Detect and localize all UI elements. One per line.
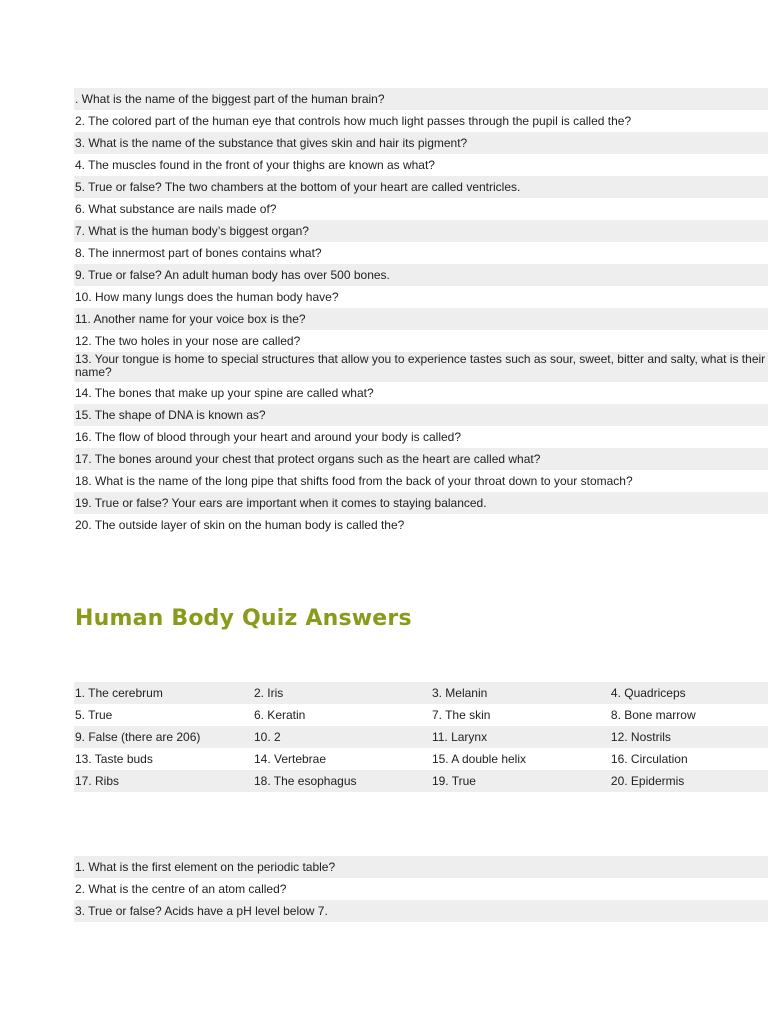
science-questions xyxy=(74,856,768,922)
question-row: 9. True or false? An adult human body has over 500 bones. xyxy=(74,264,768,286)
answers-row xyxy=(74,704,768,726)
question-row: 10. How many lungs does the human body have? xyxy=(75,290,339,304)
answer-cell: 10. 2 xyxy=(253,730,281,744)
answers-row xyxy=(74,748,768,770)
question-row: 19. True or false? Your ears are important when it comes to staying balanced. xyxy=(74,492,768,514)
question-row: 3. What is the name of the substance that gives skin and hair its pigment? xyxy=(74,132,768,154)
answer-cell: 1. The cerebrum xyxy=(75,686,163,700)
question-row: 11. Another name for your voice box is the? xyxy=(74,308,768,330)
answer-cell: 16. Circulation xyxy=(610,752,688,766)
answer-cell: 2. Iris xyxy=(253,686,284,700)
question-row: 7. What is the human body’s biggest organ? xyxy=(74,220,768,242)
human-body-questions xyxy=(74,88,768,536)
question-row: 8. The innermost part of bones contains what? xyxy=(75,246,322,260)
question-row: 1. What is the first element on the periodic table? xyxy=(74,856,768,878)
answers-heading: Human Body Quiz Answers xyxy=(75,606,412,631)
question-row: 20. The outside layer of skin on the human body is called the? xyxy=(75,518,405,532)
answers-row xyxy=(74,770,768,792)
question-row: 5. True or false? The two chambers at the bottom of your heart are called ventricles. xyxy=(74,176,768,198)
question-row: 2. The colored part of the human eye that controls how much light passes through the pupil is called the? xyxy=(75,114,632,128)
answer-cell: 5. True xyxy=(75,708,113,722)
question-row: 15. The shape of DNA is known as? xyxy=(74,404,768,426)
question-row: 12. The two holes in your nose are called? xyxy=(75,334,301,348)
answer-cell: 19. True xyxy=(431,774,476,788)
question-row: 14. The bones that make up your spine are called what? xyxy=(75,386,374,400)
answer-cell: 6. Keratin xyxy=(253,708,306,722)
question-row: . What is the name of the biggest part of the human brain? xyxy=(74,88,768,110)
answer-cell: 7. The skin xyxy=(431,708,491,722)
question-row: 2. What is the centre of an atom called? xyxy=(75,882,287,896)
answer-cell: 17. Ribs xyxy=(75,774,120,788)
answers-row xyxy=(74,682,768,704)
answer-cell: 13. Taste buds xyxy=(75,752,153,766)
question-row: 13. Your tongue is home to special structures that allow you to experience tastes such as sour, sweet, bitter and salty, what is their name? xyxy=(74,352,768,382)
question-row: 17. The bones around your chest that protect organs such as the heart are called what? xyxy=(74,448,768,470)
answer-cell: 20. Epidermis xyxy=(610,774,685,788)
answer-cell: 4. Quadriceps xyxy=(610,686,686,700)
answer-cell: 14. Vertebrae xyxy=(253,752,327,766)
answers-row xyxy=(74,726,768,748)
answer-cell: 11. Larynx xyxy=(431,730,488,744)
question-row: 4. The muscles found in the front of your thighs are known as what? xyxy=(75,158,435,172)
answer-cell: 12. Nostrils xyxy=(610,730,671,744)
question-row: 3. True or false? Acids have a pH level below 7. xyxy=(74,900,768,922)
answer-cell: 15. A double helix xyxy=(431,752,527,766)
answer-cell: 9. False (there are 206) xyxy=(75,730,201,744)
question-row: 6. What substance are nails made of? xyxy=(75,202,277,216)
question-row: 16. The flow of blood through your heart and around your body is called? xyxy=(75,430,462,444)
answer-cell: 8. Bone marrow xyxy=(610,708,696,722)
answers-table xyxy=(74,682,768,792)
answer-cell: 18. The esophagus xyxy=(253,774,357,788)
question-row: 18. What is the name of the long pipe that shifts food from the back of your throat down to your stomach? xyxy=(75,474,633,488)
answer-cell: 3. Melanin xyxy=(431,686,488,700)
